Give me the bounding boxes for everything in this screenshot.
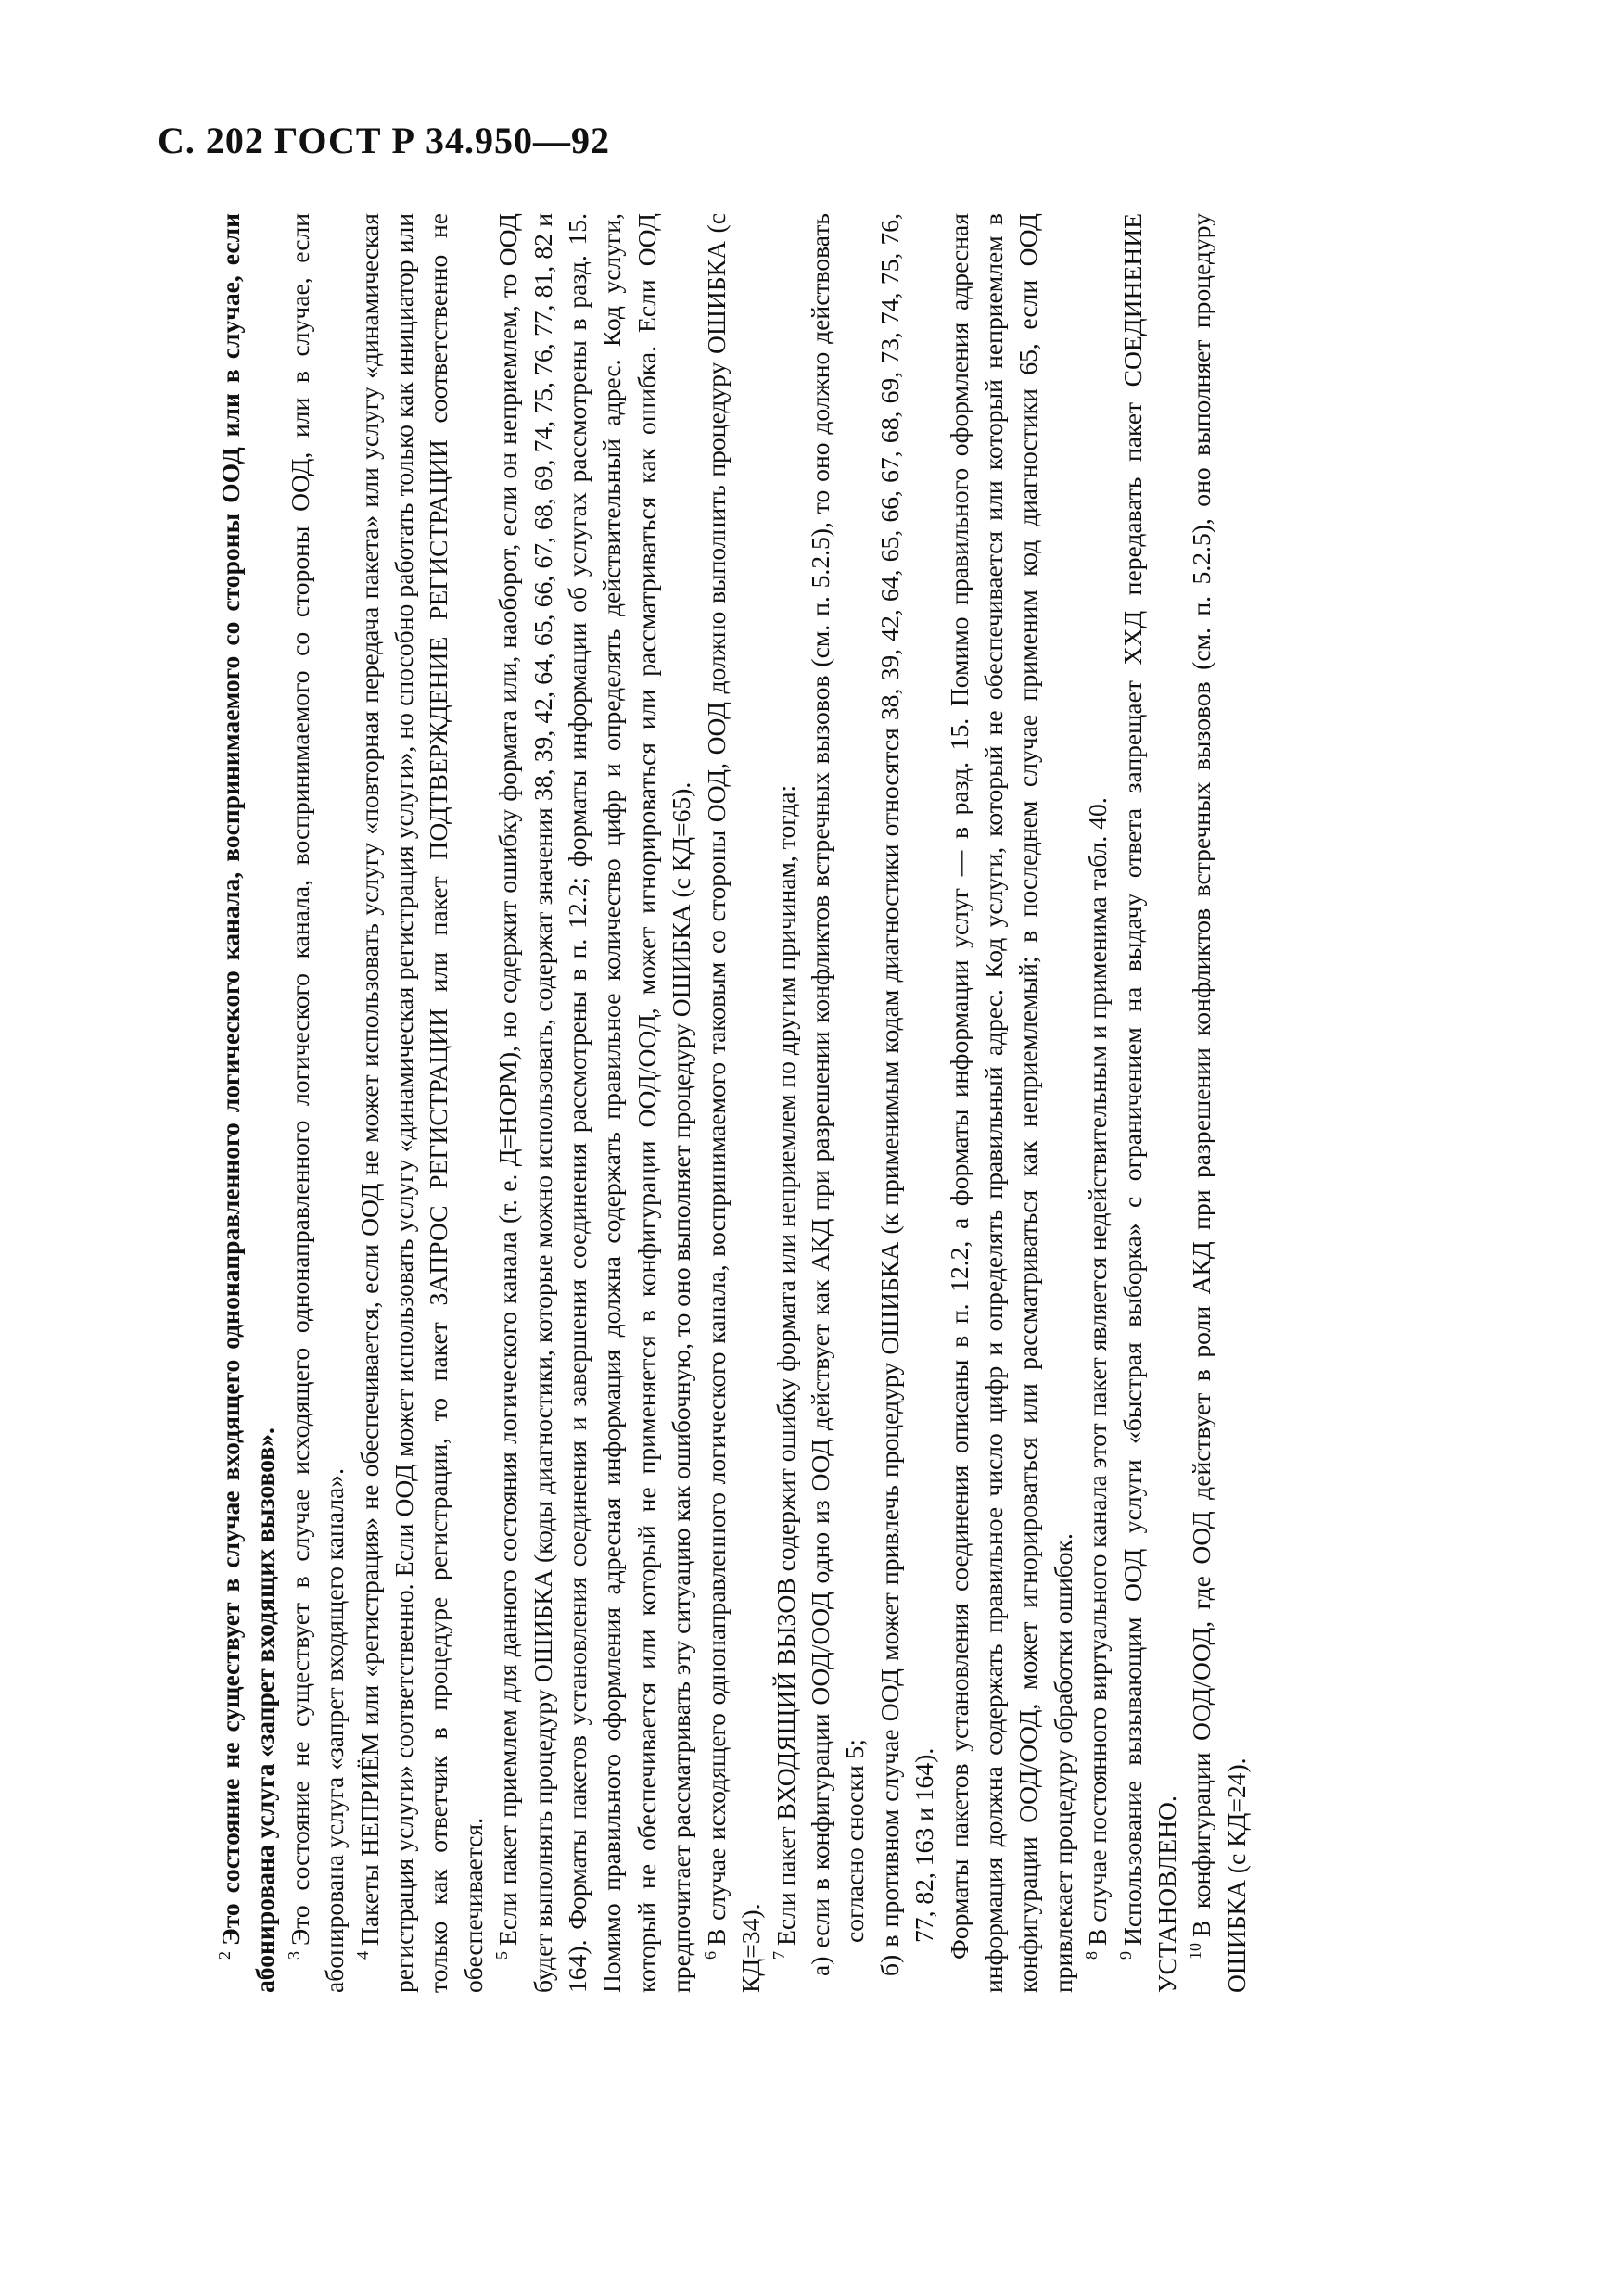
footnote-mark: 7	[770, 1951, 789, 1960]
footnote-7-continuation: Форматы пакетов установления соединения описаны в п. 12.2, а форматы информации услуг — в разд. 15. Помимо правильного оформления адресная информация должна содержать правильное число цифр и определять правильный адрес. Код услуги, который не обеспечивается или который неприемлем в конфигурации ООД/ООД, может игнорироваться или рассматриваться как неприемлемый; в последнем случае применим код диагностики 65, если ООД привлекает процедуру обработки ошибок.	[944, 213, 1077, 1993]
footnote-text: В случае исходящего однонаправленного логического канала, воспринимаемого таковым со стороны ООД, ООД должно выполнить процедуру ОШИБКА (с КД=34).	[701, 213, 766, 1993]
footnote-mark: 2	[214, 1951, 234, 1960]
footnote-4	[352, 213, 491, 1993]
footnote-mark: 10	[1186, 1943, 1205, 1960]
footnote-text: Если пакет приемлем для данного состояния логического канала (т. е. Д=НОРМ), но содержит ошибку формата или, наоборот, если он неприемлем, то ООД будет выполнять процедуру ОШИБКА (коды диагностики, которые можно использовать, содержат значения 38, 39, 42, 64, 65, 66, 67, 68, 69, 74, 75, 76, 77, 81, 82 и 164). Форматы пакетов установления соединения и завершения соединения рассмотрены в п. 12.2; форматы информации об услугах рассмотрены в разд. 15. Помимо правильного оформления адресная информация должна содержать правильное количество цифр и определять действительный адрес. Код услуги, который не обеспечивается или который не применяется в конфигурации ООД/ООД, может игнорироваться или рассматриваться как ошибка. Если ООД предпочитает рассматривать эту ситуацию как ошибочную, то оно выполняет процедуру ОШИБКА (с КД=65).	[493, 213, 696, 1993]
page-header: С. 202 ГОСТ Р 34.950—92	[158, 120, 610, 161]
footnote-text: Если пакет ВХОДЯЩИЙ ВЫЗОВ содержит ошибку формата или неприемлем по другим причинам, тогда:	[770, 784, 800, 1946]
footnote-mark: 8	[1081, 1951, 1101, 1960]
footnote-mark: 9	[1116, 1951, 1136, 1960]
footnote-8	[1080, 213, 1114, 1993]
footnote-9	[1115, 213, 1185, 1993]
footnote-text: Это состояние не существует в случае исходящего однонаправленного логического канала, воспринимаемого со стороны ООД, или в случае, если абонирована услуга «запрет входящего канала».	[285, 213, 350, 1993]
footnote-5	[490, 213, 698, 1993]
footnote-10	[1184, 213, 1253, 1993]
footnote-mark: 4	[353, 1951, 373, 1960]
rotated-footnotes-block	[213, 213, 1335, 1993]
footnote-mark: 3	[284, 1951, 303, 1960]
footnotes-text	[213, 213, 1335, 1993]
footnote-text: Пакеты НЕПРИЁМ или «регистрация» не обеспечивается, если ООД не может использовать услугу «повторная передача пакета» или услугу «динамическая регистрация услуги» соответственно. Если ООД может использовать услугу «динамическая регистрация услуги», но способно работать только как инициатор или только как ответчик в процедуре регистрации, то пакет ЗАПРОС РЕГИСТРАЦИИ или пакет ПОДТВЕРЖДЕНИЕ РЕГИСТРАЦИИ соответственно не обеспечивается.	[354, 213, 488, 1993]
footnote-text: Использование вызывающим ООД услуги «быстрая выборка» с ограничением на выдачу ответа запрещает ХХД передавать пакет СОЕДИНЕНИЕ УСТАНОВЛЕНО.	[1117, 213, 1181, 1993]
footnote-7	[769, 213, 803, 1993]
footnote-3	[283, 213, 352, 1993]
footnote-6	[699, 213, 769, 1993]
footnote-7-item-b: б) в противном случае ООД может привлечь процедуру ОШИБКА (к применимым кодам диагностики относятся 38, 39, 42, 64, 65, 66, 67, 68, 69, 73, 74, 75, 76, 77, 82, 163 и 164).	[874, 213, 939, 1976]
footnote-text: Это состояние не существует в случае входящего однонаправленного логического канала, воспринимаемого со стороны ООД или в случае, если абонирована услуга «запрет входящих вызовов».	[216, 213, 280, 1993]
footnote-text: В конфигурации ООД/ООД, где ООД действует в роли АКД при разрешении конфликтов встречных вызовов (см. п. 5.2.5), оно выполняет процедуру ОШИБКА (с КД=24).	[1187, 213, 1251, 1993]
footnote-text: В случае постоянного виртуального канала этот пакет является недействительным и применима табл. 40.	[1083, 797, 1113, 1946]
footnote-mark: 5	[492, 1951, 512, 1960]
footnote-mark: 6	[700, 1951, 719, 1960]
footnote-2	[213, 213, 283, 1993]
footnote-7-item-a: а) если в конфигурации ООД/ООД одно из ООД действует как АКД при разрешении конфликтов встречных вызовов (см. п. 5.2.5), то оно должно действовать согласно сноски 5;	[805, 213, 870, 1976]
